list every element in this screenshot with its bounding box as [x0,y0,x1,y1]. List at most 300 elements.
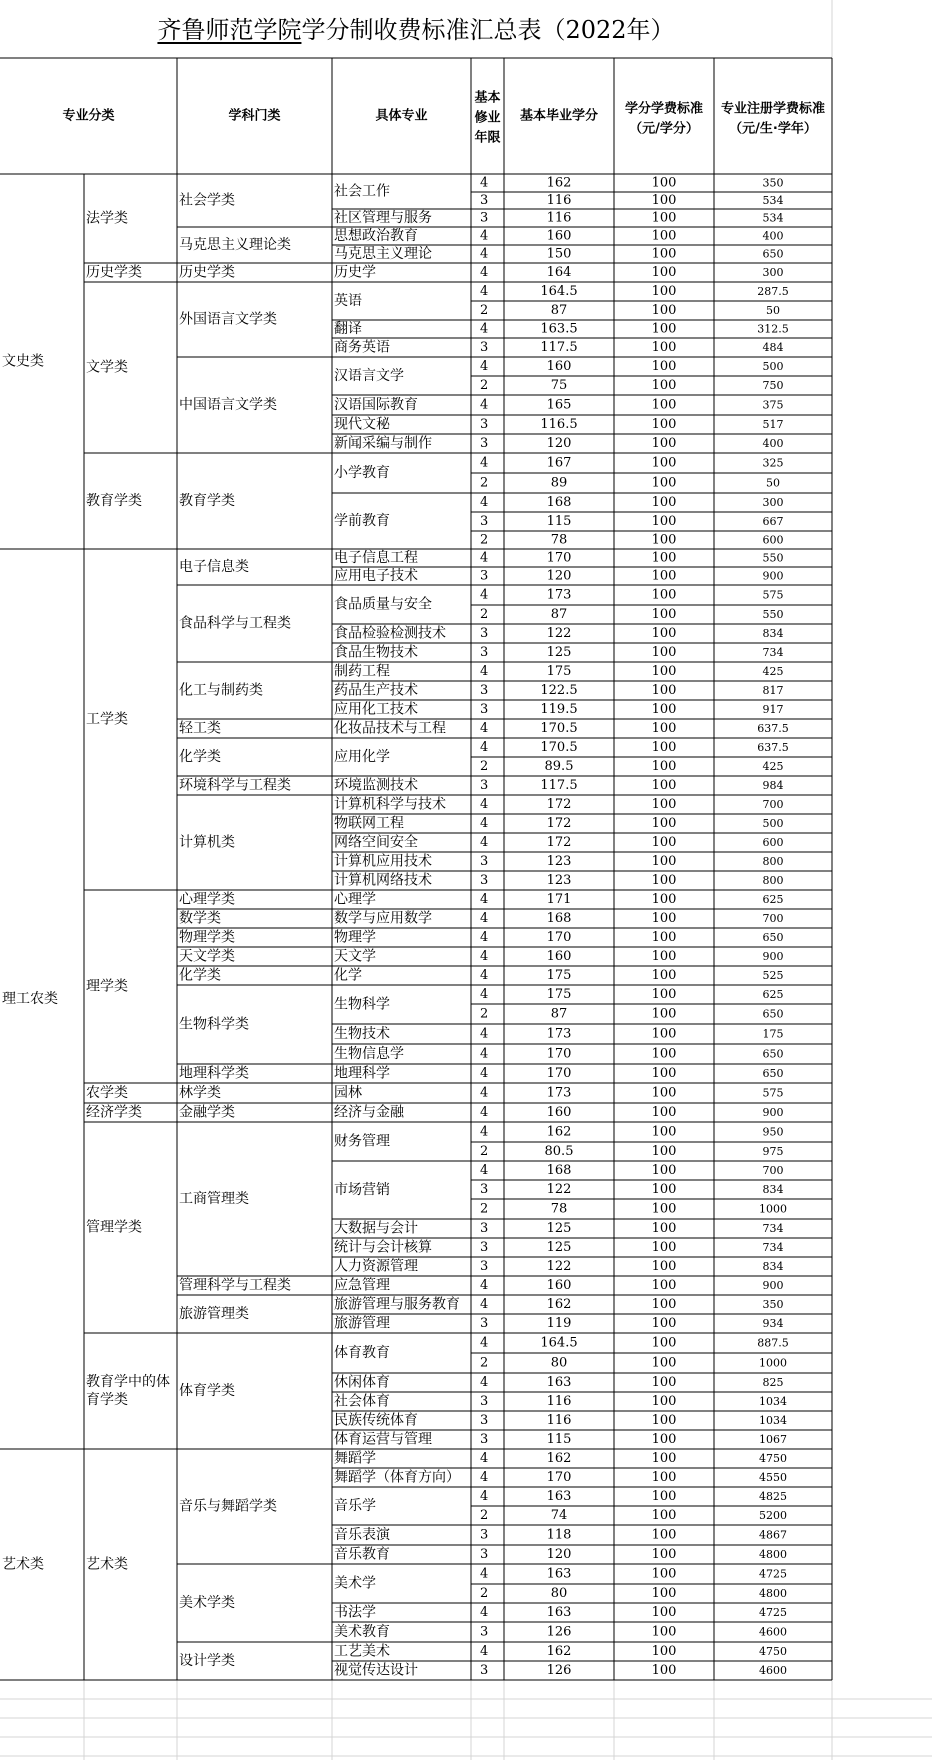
credits-cell: 164 [546,265,572,280]
discipline-cell: 数学类 [179,910,221,927]
major-cell: 社区管理与服务 [334,210,432,226]
major-cell: 马克思主义理论 [334,246,432,262]
discipline-cell: 化工与制药类 [179,682,263,699]
credits-cell: 163 [546,1489,572,1504]
credits-cell: 87 [550,303,568,318]
subcategory-cell: 教育学类 [86,493,142,509]
years-cell: 3 [480,702,489,717]
reg-fee-cell: 667 [762,515,784,528]
major-cell: 食品质量与安全 [334,596,432,613]
credits-cell: 168 [546,1163,572,1178]
credit-fee-cell: 100 [651,455,677,471]
reg-fee-cell: 887.5 [757,1336,789,1350]
major-cell: 应用化学 [334,749,390,765]
reg-fee-cell: 625 [762,988,784,1001]
credits-cell: 89.5 [544,759,574,774]
reg-fee-cell: 984 [762,779,784,792]
reg-fee-cell: 350 [762,176,784,190]
years-cell: 3 [480,514,489,529]
credit-fee-cell: 100 [651,228,677,244]
subcategory-cell: 法学类 [86,210,128,227]
reg-fee-cell: 4867 [759,1528,787,1542]
reg-fee-cell: 400 [762,437,784,450]
credits-cell: 163 [546,1566,572,1582]
credits-cell: 116 [546,210,572,226]
major-cell: 汉语国际教育 [334,397,418,413]
credits-cell: 116 [546,1413,572,1428]
credits-cell: 171 [546,892,572,907]
major-cell: 物理学 [334,929,376,946]
credits-cell: 172 [546,835,572,850]
discipline-cell: 工商管理类 [179,1191,249,1207]
reg-fee-cell: 650 [762,931,784,944]
credit-fee-cell: 100 [651,1240,677,1255]
credits-cell: 123 [546,873,572,888]
credit-fee-cell: 100 [651,495,677,510]
credits-cell: 163 [546,1605,572,1620]
major-cell: 新闻采编与制作 [334,435,432,452]
credits-cell: 116 [546,1394,572,1409]
credit-fee-cell: 100 [651,835,677,850]
reg-fee-cell: 1034 [759,1395,787,1408]
credits-cell: 75 [550,378,568,393]
credit-fee-cell: 100 [651,514,677,529]
years-cell: 2 [480,1355,489,1371]
major-cell: 计算机应用技术 [334,853,432,870]
credit-fee-cell: 100 [651,968,677,983]
major-cell: 网络空间安全 [334,834,418,851]
subcategory-cell: 理学类 [86,978,128,995]
reg-fee-cell: 1067 [759,1433,787,1446]
credit-fee-cell: 100 [651,911,677,926]
header-years: 年限 [474,130,501,146]
years-cell: 3 [480,1527,489,1543]
credits-cell: 122 [546,626,572,641]
credits-cell: 126 [546,1663,572,1678]
years-cell: 4 [480,1566,489,1582]
years-cell: 4 [480,1605,489,1620]
credit-fee-cell: 100 [651,175,677,191]
years-cell: 4 [480,797,489,812]
years-cell: 3 [480,778,489,793]
credits-cell: 170 [546,550,572,566]
reg-fee-cell: 4725 [759,1567,787,1581]
major-cell: 书法学 [334,1604,376,1621]
years-cell: 4 [480,949,489,964]
credit-fee-cell: 100 [651,645,677,660]
major-cell: 汉语言文学 [334,368,404,384]
reg-fee-cell: 517 [762,418,784,431]
years-cell: 3 [480,436,489,451]
credit-fee-cell: 100 [651,284,677,299]
years-cell: 3 [480,193,489,208]
header-major: 具体专业 [375,108,428,124]
years-cell: 3 [480,1316,489,1331]
credits-cell: 78 [550,532,568,548]
major-cell: 地理科学 [334,1065,390,1082]
header-credits: 基本毕业学分 [519,108,599,124]
subcategory-cell: 教育学中的体 [86,1374,170,1390]
credit-fee-cell: 100 [651,1663,677,1678]
credits-cell: 78 [550,1201,568,1217]
discipline-cell: 食品科学与工程类 [179,615,291,632]
major-cell: 财务管理 [334,1133,390,1150]
major-cell: 生物科学 [334,996,390,1013]
header-years: 修业 [474,110,501,126]
credits-cell: 162 [546,1297,572,1312]
credit-fee-cell: 100 [651,550,677,566]
major-cell: 食品检验检测技术 [334,625,446,642]
credit-fee-cell: 100 [651,1221,677,1236]
years-cell: 3 [480,1240,489,1255]
reg-fee-cell: 550 [762,551,784,565]
major-cell: 美术教育 [334,1624,390,1640]
major-cell: 生物信息学 [334,1046,404,1062]
credits-cell: 123 [546,854,572,869]
years-cell: 4 [480,1278,489,1293]
credit-fee-cell: 100 [651,436,677,451]
major-cell: 化学 [334,967,362,984]
years-cell: 3 [480,417,489,432]
credit-fee-cell: 100 [651,626,677,641]
major-cell: 英语 [334,293,362,309]
credits-cell: 119 [546,1316,572,1331]
years-cell: 4 [480,930,489,945]
discipline-cell: 地理科学类 [179,1065,249,1082]
reg-fee-cell: 817 [762,684,784,697]
reg-fee-cell: 575 [762,588,784,602]
years-cell: 3 [480,210,489,226]
credits-cell: 87 [550,1006,568,1022]
major-cell: 生物技术 [334,1026,390,1042]
years-cell: 4 [480,587,489,603]
credits-cell: 160 [546,1105,572,1120]
credits-cell: 172 [546,816,572,831]
discipline-cell: 音乐与舞蹈学类 [179,1498,277,1515]
reg-fee-cell: 900 [762,569,784,583]
reg-fee-cell: 400 [762,229,784,243]
credit-fee-cell: 100 [651,1413,677,1428]
credits-cell: 115 [546,1432,572,1447]
credits-cell: 115 [546,514,572,529]
reg-fee-cell: 700 [762,1164,784,1177]
credits-cell: 116 [546,193,572,208]
reg-fee-cell: 500 [762,360,784,373]
years-cell: 4 [480,1297,489,1312]
years-cell: 3 [480,568,489,584]
reg-fee-cell: 550 [762,608,784,621]
credit-fee-cell: 100 [651,987,677,1002]
years-cell: 4 [480,987,489,1002]
discipline-cell: 体育学类 [179,1383,235,1399]
years-cell: 2 [480,303,489,318]
reg-fee-cell: 637.5 [757,741,789,754]
reg-fee-cell: 734 [762,1241,784,1254]
years-cell: 4 [480,397,489,413]
major-cell: 旅游管理 [334,1315,390,1332]
credit-fee-cell: 100 [651,210,677,226]
reg-fee-cell: 325 [762,456,784,470]
reg-fee-cell: 425 [762,665,784,678]
credits-cell: 162 [546,1644,572,1659]
years-cell: 3 [480,1259,489,1274]
discipline-cell: 化学类 [179,967,221,984]
subcategory-cell: 历史学类 [86,264,142,281]
years-cell: 4 [480,1124,489,1140]
credit-fee-cell: 100 [651,1182,677,1197]
credit-fee-cell: 100 [651,1259,677,1274]
credits-cell: 175 [546,987,572,1002]
discipline-cell: 马克思主义理论类 [179,237,291,253]
reg-fee-cell: 750 [762,379,784,392]
years-cell: 4 [480,284,489,299]
credit-fee-cell: 100 [651,303,677,318]
major-cell: 体育运营与管理 [334,1431,432,1448]
subcategory-cell: 工学类 [86,711,128,728]
major-cell: 经济与金融 [334,1104,404,1121]
credits-cell: 122.5 [540,683,578,698]
reg-fee-cell: 650 [762,1047,784,1061]
reg-fee-cell: 625 [762,893,784,906]
major-cell: 数学与应用数学 [334,910,432,927]
years-cell: 4 [480,1163,489,1178]
subcategory-cell: 文学类 [86,359,128,376]
credit-fee-cell: 100 [651,1144,677,1159]
years-cell: 4 [480,1335,489,1351]
years-cell: 4 [480,1085,489,1101]
credit-fee-cell: 100 [651,1163,677,1178]
credit-fee-cell: 100 [651,1046,677,1062]
discipline-cell: 社会学类 [179,192,235,209]
major-cell: 舞蹈学（体育方向） [334,1469,460,1486]
years-cell: 3 [480,626,489,641]
reg-fee-cell: 834 [762,627,784,640]
credit-fee-cell: 100 [651,193,677,208]
credit-fee-cell: 100 [651,1355,677,1371]
credit-fee-cell: 100 [651,1335,677,1351]
credit-fee-cell: 100 [651,321,677,337]
credit-fee-cell: 100 [651,1489,677,1504]
credit-fee-cell: 100 [651,1624,677,1640]
credits-cell: 164.5 [540,1335,578,1351]
credit-fee-cell: 100 [651,759,677,774]
credits-cell: 116.5 [540,417,578,432]
credits-cell: 160 [546,1278,572,1293]
credit-fee-cell: 100 [651,1278,677,1293]
header-credit-fee: 学分学费标准 [624,101,704,117]
reg-fee-cell: 312.5 [757,322,789,336]
credit-fee-cell: 100 [651,930,677,945]
reg-fee-cell: 950 [762,1125,784,1139]
years-cell: 4 [480,228,489,244]
credit-fee-cell: 100 [651,1394,677,1409]
years-cell: 4 [480,359,489,374]
years-cell: 3 [480,645,489,660]
credits-cell: 125 [546,1240,572,1255]
major-cell: 休闲体育 [334,1374,390,1391]
years-cell: 2 [480,1144,489,1159]
years-cell: 3 [480,340,489,355]
credit-fee-cell: 100 [651,397,677,413]
credits-cell: 160 [546,359,572,374]
credit-fee-cell: 100 [651,892,677,907]
reg-fee-cell: 5200 [759,1509,787,1522]
credits-cell: 122 [546,1182,572,1197]
reg-fee-cell: 287.5 [757,285,789,298]
header-category: 专业分类 [62,108,115,124]
discipline-cell: 化学类 [179,749,221,765]
major-cell: 应用化工技术 [334,701,418,718]
reg-fee-cell: 484 [762,341,784,354]
credits-cell: 162 [546,175,572,191]
credits-cell: 173 [546,1085,572,1101]
years-cell: 4 [480,835,489,850]
reg-fee-cell: 917 [762,703,784,716]
credit-fee-cell: 100 [651,683,677,698]
years-cell: 4 [480,664,489,679]
header-discipline: 学科门类 [228,108,281,124]
credits-cell: 89 [550,475,568,491]
years-cell: 4 [480,816,489,831]
reg-fee-cell: 1000 [759,1356,787,1370]
discipline-cell: 中国语言文学类 [179,397,277,413]
years-cell: 2 [480,1006,489,1022]
major-cell: 化妆品技术与工程 [334,720,446,737]
reg-fee-cell: 425 [762,760,784,773]
credits-cell: 170 [546,930,572,945]
years-cell: 3 [480,1394,489,1409]
reg-fee-cell: 650 [762,1007,784,1021]
credit-fee-cell: 100 [651,587,677,603]
reg-fee-cell: 900 [762,1106,784,1119]
reg-fee-cell: 50 [766,304,780,317]
credit-fee-cell: 100 [651,721,677,736]
reg-fee-cell: 300 [762,496,784,509]
subcategory-cell: 农学类 [86,1085,128,1101]
reg-fee-cell: 575 [762,1086,784,1100]
credit-fee-cell: 100 [651,568,677,584]
major-cell: 天文学 [334,948,376,965]
credit-fee-cell: 100 [651,1470,677,1485]
major-cell: 社会体育 [334,1393,390,1410]
years-cell: 3 [480,683,489,698]
reg-fee-cell: 300 [762,266,784,279]
years-cell: 3 [480,1663,489,1678]
years-cell: 4 [480,1066,489,1081]
major-cell: 园林 [334,1085,362,1101]
credit-fee-cell: 100 [651,1605,677,1620]
reg-fee-cell: 834 [762,1183,784,1196]
credits-cell: 122 [546,1259,572,1274]
major-cell: 视觉传达设计 [334,1662,418,1679]
reg-fee-cell: 700 [762,912,784,925]
credits-cell: 120 [546,436,572,451]
reg-fee-cell: 934 [762,1317,784,1330]
major-cell: 翻译 [334,321,362,337]
credit-fee-cell: 100 [651,340,677,355]
credit-fee-cell: 100 [651,740,677,755]
reg-fee-cell: 4600 [759,1625,787,1639]
reg-fee-cell: 734 [762,646,784,659]
credit-fee-cell: 100 [651,1297,677,1312]
major-cell: 舞蹈学 [334,1450,376,1467]
credits-cell: 120 [546,1547,572,1562]
credits-cell: 170.5 [540,721,578,736]
subcategory-cell: 经济学类 [86,1104,142,1121]
years-cell: 3 [480,1547,489,1562]
years-cell: 4 [480,1470,489,1485]
reg-fee-cell: 525 [762,969,784,982]
credits-cell: 74 [550,1508,568,1523]
credits-cell: 173 [546,1026,572,1042]
reg-fee-cell: 825 [762,1376,784,1389]
credits-cell: 125 [546,645,572,660]
reg-fee-cell: 375 [762,398,784,412]
credit-fee-cell: 100 [651,1508,677,1523]
credits-cell: 125 [546,1221,572,1236]
credits-cell: 168 [546,495,572,510]
major-cell: 电子信息工程 [334,550,418,566]
credits-cell: 175 [546,664,572,679]
major-cell: 物联网工程 [334,815,404,832]
major-cell: 旅游管理与服务教育 [334,1296,460,1313]
reg-fee-cell: 50 [766,476,780,490]
credits-cell: 164.5 [540,284,578,299]
years-cell: 4 [480,1375,489,1390]
discipline-cell: 轻工类 [179,720,221,737]
credit-fee-cell: 100 [651,702,677,717]
major-cell: 环境监测技术 [334,777,418,794]
credits-cell: 173 [546,587,572,603]
years-cell: 2 [480,1508,489,1523]
credits-cell: 118 [546,1527,572,1543]
credit-fee-cell: 100 [651,1644,677,1659]
years-cell: 4 [480,911,489,926]
discipline-cell: 生物科学类 [179,1016,249,1033]
years-cell: 2 [480,759,489,774]
years-cell: 4 [480,495,489,510]
credits-cell: 160 [546,949,572,964]
years-cell: 4 [480,246,489,262]
years-cell: 2 [480,532,489,548]
years-cell: 4 [480,321,489,337]
reg-fee-cell: 734 [762,1222,784,1235]
credits-cell: 162 [546,1451,572,1466]
credit-fee-cell: 100 [651,854,677,869]
discipline-cell: 计算机类 [179,834,235,851]
subcategory-cell: 管理学类 [86,1219,142,1236]
credits-cell: 119.5 [540,702,578,717]
reg-fee-cell: 175 [762,1027,784,1041]
major-cell: 现代文秘 [334,416,390,433]
credits-cell: 172 [546,797,572,812]
reg-fee-cell: 4725 [759,1606,787,1619]
credits-cell: 120 [546,568,572,584]
major-cell: 民族传统体育 [334,1412,418,1429]
credits-cell: 170 [546,1046,572,1062]
title-rest: 学分制收费标准汇总表（2022年） [301,16,675,44]
reg-fee-cell: 4600 [759,1664,787,1677]
discipline-cell: 教育学类 [179,493,235,509]
discipline-cell: 旅游管理类 [179,1306,249,1322]
reg-fee-cell: 650 [762,247,784,261]
major-cell: 计算机科学与技术 [334,796,446,813]
discipline-cell: 历史学类 [179,264,235,281]
reg-fee-cell: 1000 [759,1202,787,1216]
major-cell: 制药工程 [334,663,390,680]
years-cell: 3 [480,1624,489,1640]
reg-fee-cell: 800 [762,874,784,887]
